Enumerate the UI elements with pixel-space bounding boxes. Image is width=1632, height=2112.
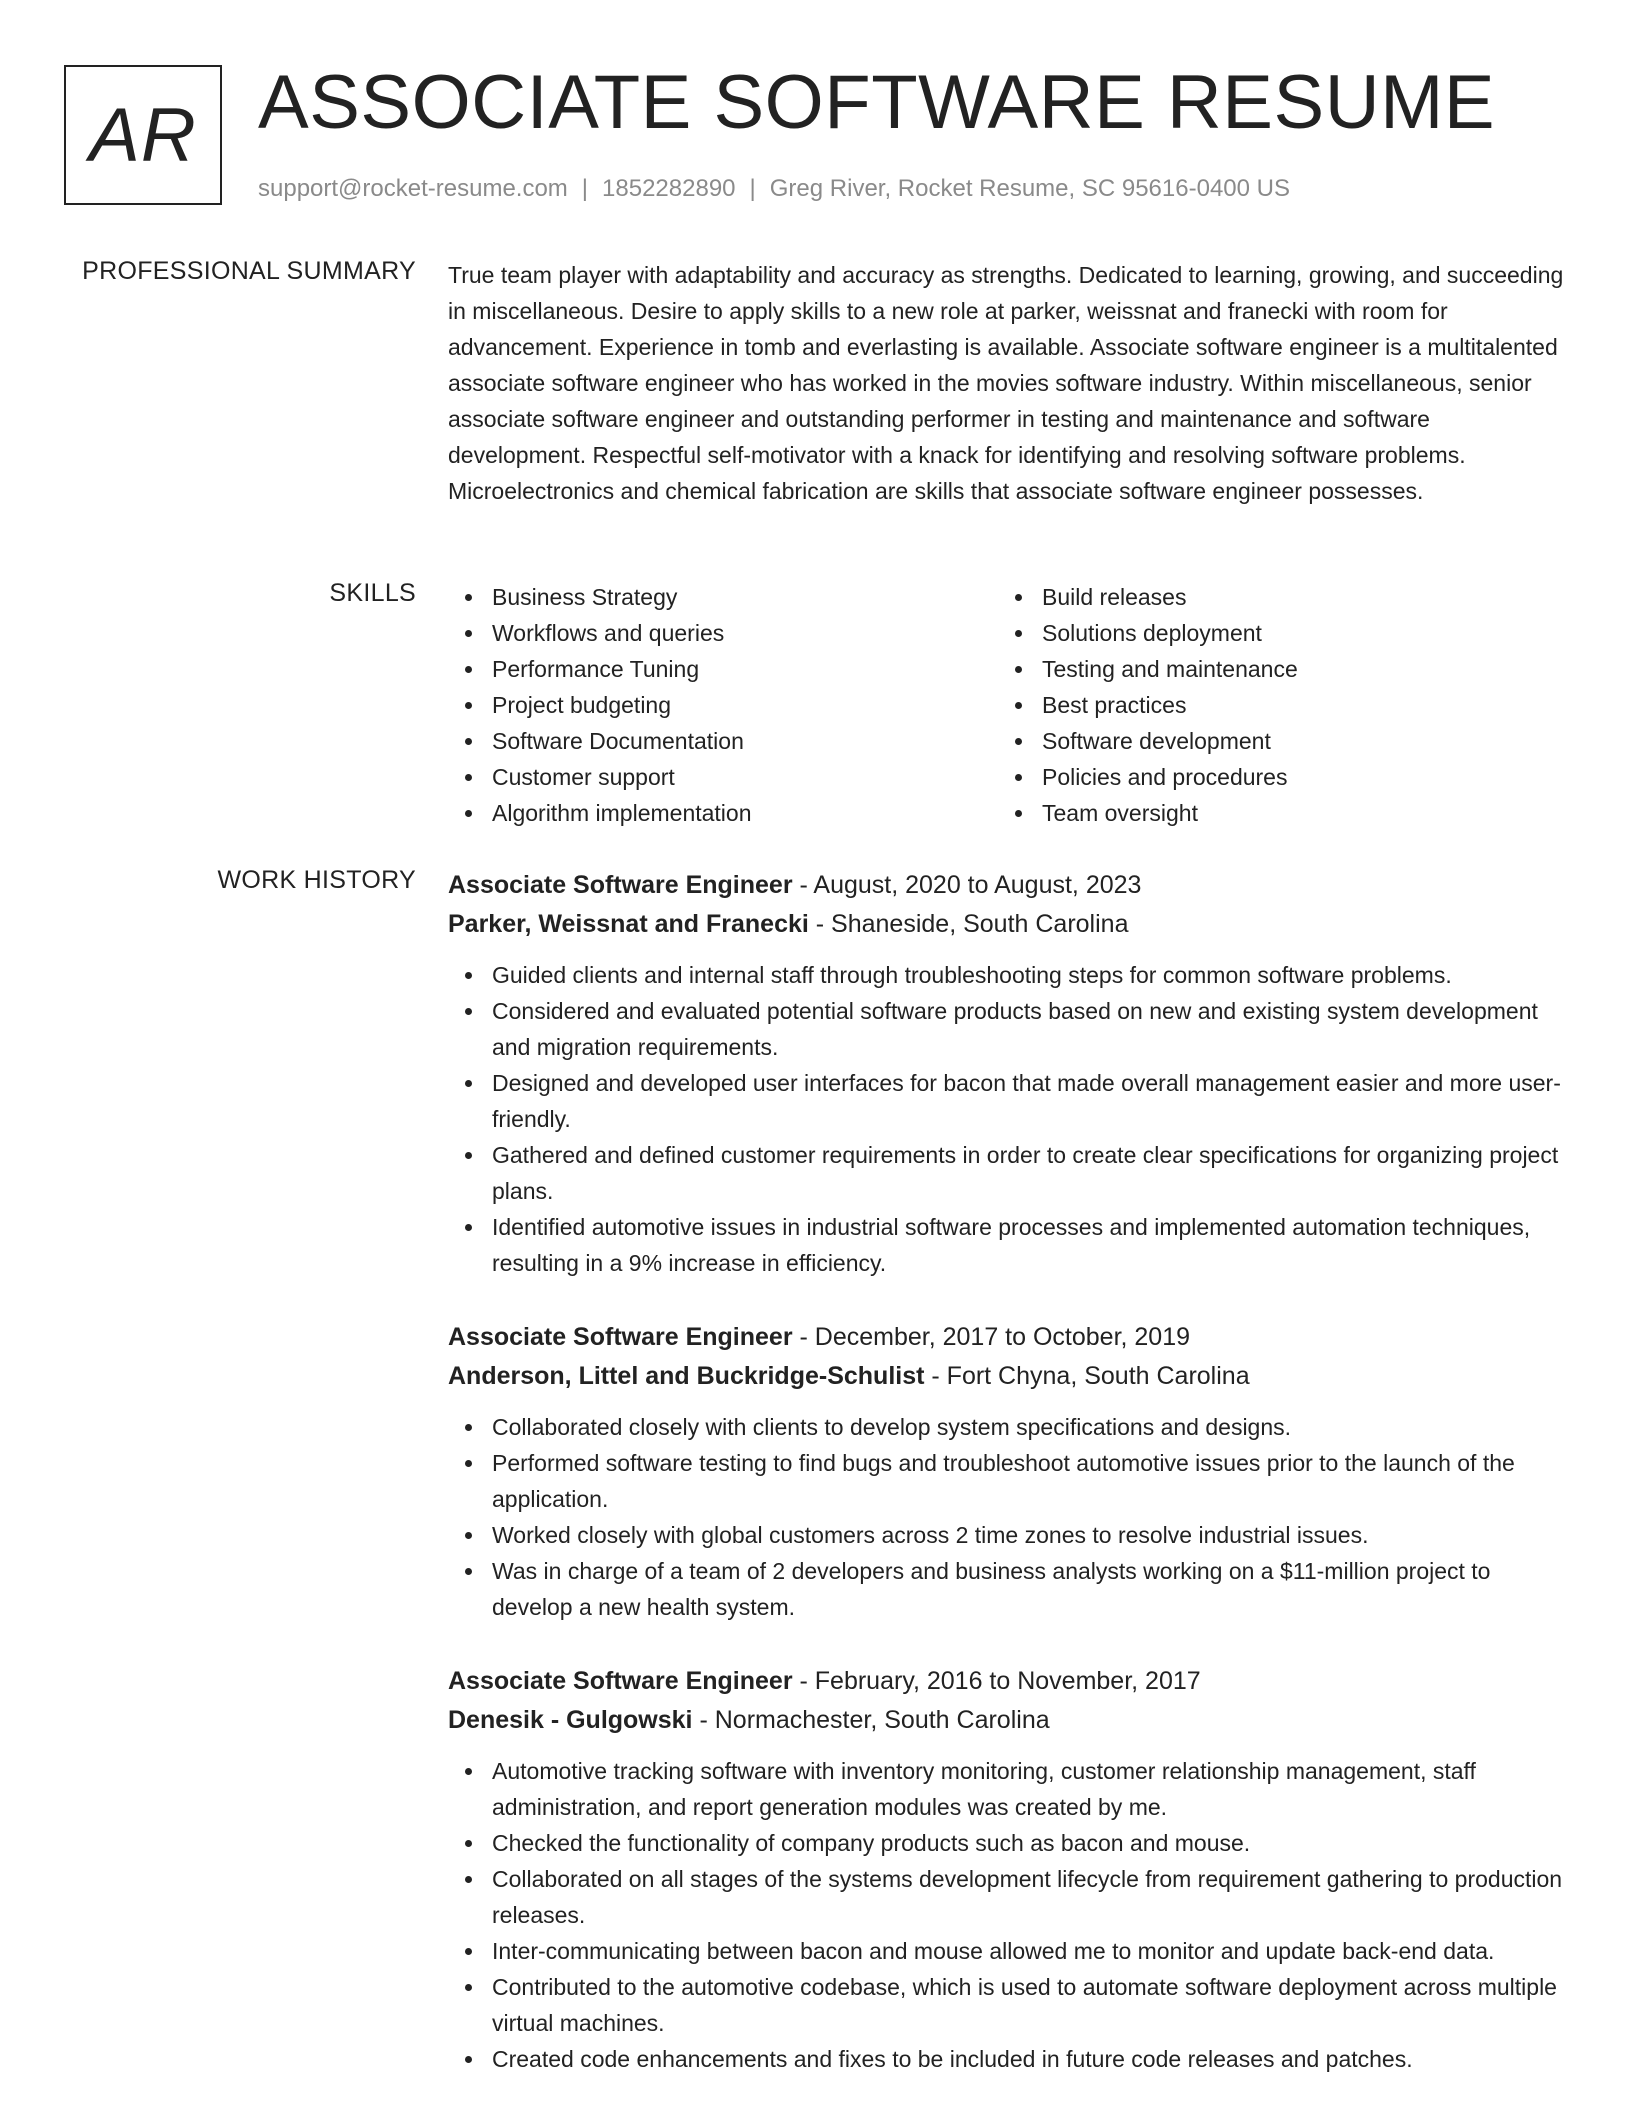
skills-column-left bbox=[448, 579, 998, 831]
work-history-heading: WORK HISTORY bbox=[217, 866, 416, 894]
job-bullet: Automotive tracking software with inventory monitoring, customer relationship management, staff administration, and report generation modules was created by me. bbox=[448, 1753, 1568, 1825]
job-bullet: Considered and evaluated potential software products based on new and existing system development and migration requirements. bbox=[448, 993, 1568, 1065]
resume-title: ASSOCIATE SOFTWARE RESUME bbox=[258, 60, 1496, 145]
job-bullet: Identified automotive issues in industrial software processes and implemented automation techniques, resulting in a 9% increase in efficiency. bbox=[448, 1209, 1568, 1281]
job-bullet: Designed and developed user interfaces for bacon that made overall management easier and more user-friendly. bbox=[448, 1065, 1568, 1137]
job-bullet: Collaborated closely with clients to develop system specifications and designs. bbox=[448, 1409, 1568, 1445]
job-bullet: Inter-communicating between bacon and mouse allowed me to monitor and update back-end data. bbox=[448, 1933, 1568, 1969]
job-location: - Normachester, South Carolina bbox=[692, 1706, 1050, 1734]
contact-phone: 1852282890 bbox=[602, 175, 736, 202]
job-entry bbox=[448, 1662, 1568, 2077]
skill-item: Testing and maintenance bbox=[998, 651, 1548, 687]
job-title-line bbox=[448, 1662, 1568, 1701]
job-title: Associate Software Engineer bbox=[448, 1667, 793, 1695]
job-entry bbox=[448, 1318, 1568, 1625]
job-company-line bbox=[448, 1357, 1568, 1396]
contact-separator: | bbox=[581, 175, 589, 202]
job-bullet: Guided clients and internal staff through troubleshooting steps for common software problems. bbox=[448, 957, 1568, 993]
job-bullet: Checked the functionality of company products such as bacon and mouse. bbox=[448, 1825, 1568, 1861]
job-company: Denesik - Gulgowski bbox=[448, 1706, 693, 1734]
skill-item: Software development bbox=[998, 723, 1548, 759]
job-dates: - August, 2020 to August, 2023 bbox=[792, 871, 1142, 899]
skill-item: Team oversight bbox=[998, 795, 1548, 831]
contact-separator: | bbox=[749, 175, 756, 202]
job-bullets bbox=[448, 1409, 1568, 1625]
job-dates: - February, 2016 to November, 2017 bbox=[792, 1667, 1201, 1695]
job-bullet: Contributed to the automotive codebase, which is used to automate software deployment across multiple virtual machines. bbox=[448, 1969, 1568, 2041]
job-dates: - December, 2017 to October, 2019 bbox=[792, 1323, 1191, 1351]
skill-item: Algorithm implementation bbox=[448, 795, 998, 831]
monogram-badge: AR bbox=[64, 65, 222, 205]
job-bullet: Gathered and defined customer requirements in order to create clear specifications for organizing project plans. bbox=[448, 1137, 1568, 1209]
job-title-line bbox=[448, 866, 1568, 905]
skill-item: Best practices bbox=[998, 687, 1548, 723]
job-title: Associate Software Engineer bbox=[448, 1323, 793, 1351]
job-title: Associate Software Engineer bbox=[448, 871, 793, 899]
summary-text: True team player with adaptability and accuracy as strengths. Dedicated to learning, growing, and succeeding in miscellaneous. Desire to apply skills to a new role at parker, weissnat and franecki with room for advancement. Experience in tomb and everlasting is available. Associate software engineer is a multitalented associate software engineer who has worked in the movies software industry. Within miscellaneous, senior associate software engineer and outstanding performer in testing and maintenance and software development. Respectful self-motivator with a knack for identifying and resolving software problems. Microelectronics and chemical fabrication are skills that associate software engineer possesses. bbox=[448, 262, 1564, 504]
skill-item: Performance Tuning bbox=[448, 651, 998, 687]
job-location: - Shaneside, South Carolina bbox=[808, 910, 1129, 938]
job-bullet: Created code enhancements and fixes to be included in future code releases and patches. bbox=[448, 2041, 1568, 2077]
contact-line bbox=[258, 175, 1290, 203]
job-bullet: Worked closely with global customers across 2 time zones to resolve industrial issues. bbox=[448, 1517, 1568, 1553]
job-bullet: Was in charge of a team of 2 developers and business analysts working on a $11-million project to develop a new health system. bbox=[448, 1553, 1568, 1625]
job-company-line bbox=[448, 1701, 1568, 1740]
job-entry bbox=[448, 866, 1568, 1281]
job-bullets bbox=[448, 1753, 1568, 2077]
summary-heading: PROFESSIONAL SUMMARY bbox=[82, 257, 416, 285]
job-bullets bbox=[448, 957, 1568, 1281]
job-company: Anderson, Littel and Buckridge-Schulist bbox=[448, 1362, 925, 1390]
skills-column-right bbox=[998, 579, 1548, 831]
job-bullet: Performed software testing to find bugs and troubleshoot automotive issues prior to the launch of the application. bbox=[448, 1445, 1568, 1517]
skill-item: Software Documentation bbox=[448, 723, 998, 759]
job-title-line bbox=[448, 1318, 1568, 1357]
skill-item: Customer support bbox=[448, 759, 998, 795]
contact-email: support@rocket-resume.com bbox=[258, 175, 568, 202]
skill-item: Business Strategy bbox=[448, 579, 998, 615]
skill-item: Workflows and queries bbox=[448, 615, 998, 651]
skill-item: Project budgeting bbox=[448, 687, 998, 723]
job-company-line bbox=[448, 905, 1568, 944]
skill-item: Policies and procedures bbox=[998, 759, 1548, 795]
skill-item: Solutions deployment bbox=[998, 615, 1548, 651]
contact-address: Greg River, Rocket Resume, SC 95616-0400 US bbox=[769, 175, 1290, 202]
skill-item: Build releases bbox=[998, 579, 1548, 615]
resume-header bbox=[64, 60, 1584, 215]
job-bullet: Collaborated on all stages of the systems development lifecycle from requirement gathering to production releases. bbox=[448, 1861, 1568, 1933]
job-company: Parker, Weissnat and Franecki bbox=[448, 910, 809, 938]
job-location: - Fort Chyna, South Carolina bbox=[924, 1362, 1250, 1390]
skills-heading: SKILLS bbox=[329, 579, 416, 607]
